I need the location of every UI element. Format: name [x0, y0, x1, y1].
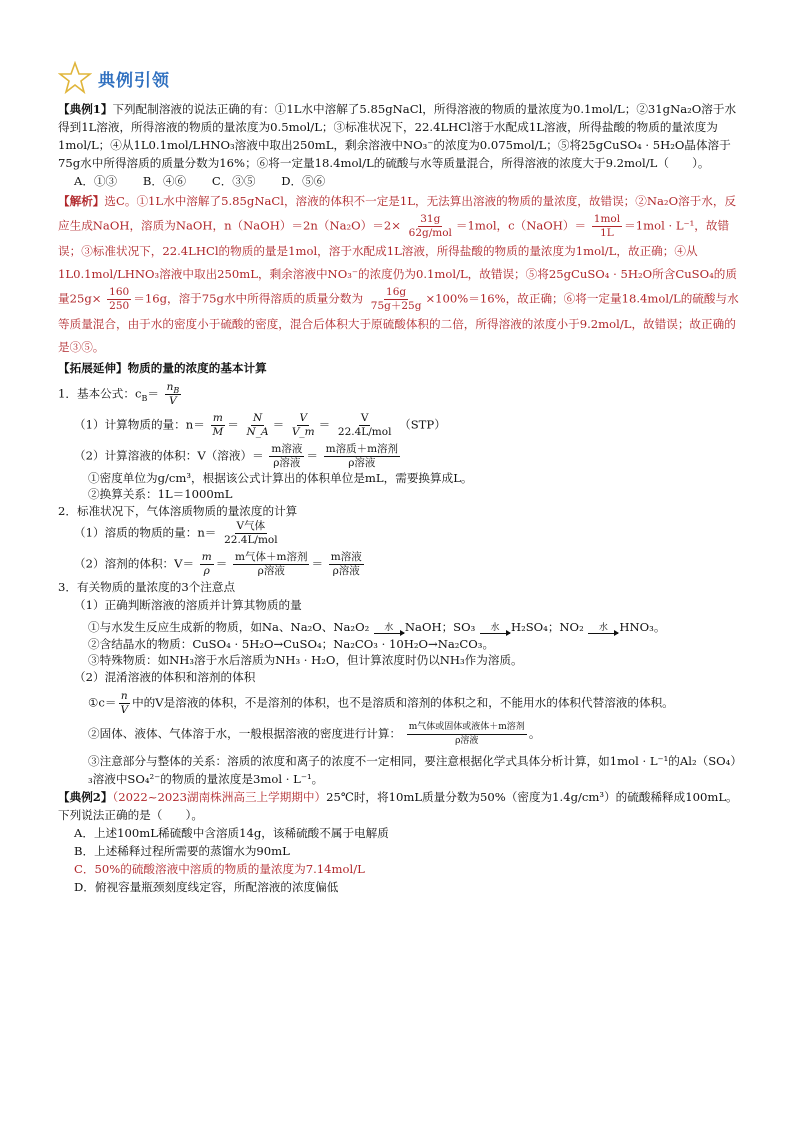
fraction	[118, 690, 130, 717]
fraction-den: ρ溶液	[257, 565, 285, 577]
period: 。	[528, 726, 541, 741]
fraction-num: N	[252, 412, 263, 424]
example-2	[58, 788, 746, 824]
fraction	[233, 551, 309, 578]
fraction	[210, 412, 225, 439]
fraction	[290, 412, 317, 439]
formula-moles: （1）计算物质的量：n＝ $\frac{m}{M}$ ＝ $\frac{N}{N\_A}$ ＝ $\frac{V}{V\_m}$ ＝ $\frac{V}{\text{22.4L/mol}}$ （STP）	[74, 412, 446, 438]
example-1-options	[58, 172, 746, 190]
fraction-num: V	[299, 412, 308, 424]
gas-moles	[58, 520, 746, 547]
fraction-den: V	[169, 395, 177, 407]
arrow-label: 水	[384, 622, 394, 633]
fraction-den: 250	[109, 300, 130, 312]
analysis-text-6: ×100%＝16%，故正确；⑥将一定量18.4mol/L的硫酸与水等质量混合，由于水的密度小于硫酸的密度，混合后体积大于原硫酸体积的二倍，所得溶液的浓度小于9.2mol/L，故错误；故正确的是③⑤。	[58, 291, 739, 354]
star-icon	[58, 61, 92, 95]
fraction-den: V_m	[291, 426, 315, 438]
formula-basic-text: 1．基本公式：c	[58, 386, 142, 401]
fraction-den: V	[120, 704, 129, 716]
section-header	[58, 60, 746, 96]
fraction-num: m溶液	[271, 443, 303, 455]
product-1: NaOH；SO₃	[404, 620, 476, 634]
example-2-label: 【典例2】	[58, 790, 113, 804]
arrow-label: 水	[598, 622, 608, 633]
gas-heading: 2．标准状况下，气体溶质物质的量浓度的计算	[58, 504, 298, 518]
section-title: 典例引领	[98, 70, 170, 91]
fraction	[269, 443, 304, 470]
note-volume-pre: ①c＝	[88, 695, 117, 710]
fraction-num: m气体＋m溶剂	[235, 551, 308, 563]
option-c: C．③⑤	[211, 174, 256, 188]
example-2-text: 25℃时，将10mL质量分数为50%（密度为1.4g/cm³）的硫酸稀释成100mL。下列说法正确的是（ ）。	[58, 790, 738, 822]
extension-heading	[58, 359, 746, 377]
example-1-label: 【典例1】	[58, 102, 113, 116]
stp-note: （STP）	[399, 417, 446, 432]
fraction-den: ρ	[203, 565, 210, 577]
note-reaction-text: ①与水发生反应生成新的物质，如Na、Na₂O、Na₂O₂	[88, 620, 370, 634]
example-2-source: （2022~2023湖南株洲高三上学期期中）	[112, 790, 327, 804]
note-special: ③特殊物质：如NH₃溶于水后溶质为NH₃ · H₂O，但计算浓度时仍以NH₃作为溶质。	[88, 653, 523, 667]
note-crystal-water: ②含结晶水的物质：CuSO₄ · 5H₂O→CuSO₄；Na₂CO₃ · 10H₂O→Na₂CO₃。	[88, 637, 495, 651]
formula-volume-text: （2）计算溶液的体积：V（溶液）＝	[74, 448, 264, 463]
fraction	[324, 443, 400, 470]
fraction-num: n	[120, 690, 128, 702]
analysis-text-2: ②Na₂O溶于水，反应生成NaOH，溶质为NaOH，n（NaOH）＝2n（Na₂O）＝2×	[58, 194, 737, 233]
formula-moles-text: （1）计算物质的量：n＝	[74, 417, 205, 432]
fraction-num: m溶质＋m溶剂	[325, 443, 399, 455]
fraction-num: 16g	[386, 286, 407, 298]
analysis-label: 【解析】	[58, 194, 105, 208]
fraction-den: 1L	[600, 227, 614, 239]
note-density: ①密度单位为g/cm³，根据该公式计算出的体积单位是mL，需要换算成L。	[88, 471, 473, 485]
note-part-whole: ③注意部分与整体的关系：溶质的浓度和离子的浓度不一定相同，要注意根据化学式具体分析计算，如1mol · L⁻¹的Al₂（SO₄）₃溶液中SO₄²⁻的物质的量浓度是3mol · L⁻¹。	[88, 754, 742, 786]
product-3: HNO₃。	[619, 620, 666, 634]
fraction-den: ρ溶液	[348, 457, 376, 469]
note-volume-text: 中的V是溶液的体积，不是溶剂的体积，也不是溶质和溶剂的体积之和，不能用水的体积代替溶液的体积。	[132, 695, 674, 710]
example-2-option-b: B．上述稀释过程所需要的蒸馏水为90mL	[74, 844, 290, 858]
analysis-text-5: ＝16g，溶于75g水中所得溶质的质量分数为	[133, 291, 364, 306]
fraction-num: m	[212, 412, 223, 424]
fraction-den: 22.4L/mol	[337, 426, 392, 438]
subscript: B	[141, 393, 148, 403]
fraction-num: n	[166, 381, 174, 393]
fraction-num: 31g	[420, 213, 441, 225]
fraction-den: 75g＋25g	[370, 300, 422, 312]
fraction	[407, 213, 454, 240]
notes-1-heading: （1）正确判断溶液的溶质并计算其物质的量	[74, 598, 302, 612]
extension-title: 物质的量的浓度的基本计算	[127, 361, 267, 375]
gas-volume: （2）溶剂的体积：V＝ $\frac{m}{\rho}$ ＝ $\frac{\text{m气体＋m溶剂}}{\text{ρ溶液}}$ ＝ $\frac{\text{m溶液}}{\text{ρ溶液}}$	[74, 551, 362, 577]
fraction	[369, 286, 424, 313]
example-2-option-a: A．上述100mL稀硫酸中含溶质14g，该稀硫酸不属于电解质	[74, 826, 389, 840]
example-1-text: 下列配制溶液的说法正确的有：①1L水中溶解了5.85gNaCl，所得溶液的物质的量浓度为0.1mol/L；②31gNa₂O溶于水得到1L溶液，所得溶液的物质的量浓度为0.5mol/L；③标准状况下，22.4LHCl溶于水配成1L溶液，所得盐酸的物质的量浓度为1mol/L；④从1L0.1mol/LHNO₃溶液中取出250mL，剩余溶液中NO₃⁻的浓度为0.075mol/L；⑤将25gCuSO₄ · 5H₂O晶体溶于75g水中所得溶质的质量分数为16%；⑥将一定量18.4mol/L的硫酸与水等质量混合，所得溶液的浓度大于9.2mol/L（ ）。	[58, 102, 737, 170]
example-2-option-c: C．50%的硫酸溶液中溶质的物质的量浓度为7.14mol/L	[74, 862, 365, 876]
note-conversion: ②换算关系：1L＝1000mL	[88, 487, 233, 501]
gas-moles-text: （1）溶质的物质的量：n＝	[74, 525, 217, 540]
fraction	[200, 551, 214, 578]
arrow-label: 水	[490, 622, 500, 633]
option-b: B．④⑥	[142, 174, 187, 188]
formula-basic: 1．基本公式：$c_B=$ $\frac{n_B}{V}$	[58, 381, 180, 407]
option-d: D．⑤⑥	[281, 174, 326, 188]
fraction-den: ρ溶液	[455, 736, 479, 746]
fraction-den: N_A	[246, 426, 269, 438]
reaction-arrow	[480, 623, 510, 634]
fraction-den: 62g/mol	[408, 227, 452, 239]
subscript: B	[173, 386, 180, 396]
reaction-arrow	[374, 623, 404, 634]
fraction	[222, 520, 280, 547]
fraction-num: 160	[109, 286, 130, 298]
fraction-num: m溶液	[330, 551, 362, 563]
note-density-calc	[58, 721, 746, 748]
fraction-den: M	[212, 426, 224, 438]
reaction-arrow	[588, 623, 618, 634]
analysis-text-1: 选C。①1L水中溶解了5.85gNaCl，溶液的体积不一定是1L，无法算出溶液的物质的量浓度，故错误；	[104, 194, 636, 208]
analysis-text-3: ＝1mol，c（NaOH）＝	[455, 218, 587, 233]
fraction-den: ρ溶液	[332, 565, 360, 577]
option-a: A．①③	[74, 174, 118, 188]
formula-volume: （2）计算溶液的体积：V（溶液）＝ $\frac{\text{m溶液}}{\text{ρ溶液}}$ ＝ $\frac{\text{m溶质＋m溶剂}}{\text{ρ溶液}}$	[74, 443, 399, 469]
fraction-den: 22.4L/mol	[224, 534, 278, 546]
analysis	[58, 190, 746, 359]
note-volume	[58, 690, 746, 717]
fraction-num: V气体	[236, 520, 266, 532]
fraction	[107, 286, 131, 313]
fraction	[592, 213, 622, 240]
fraction-num: V	[360, 412, 369, 424]
fraction	[336, 412, 394, 439]
extension-label: 【拓展延伸】	[58, 361, 128, 375]
fraction-num: 1mol	[593, 213, 621, 225]
notes-heading: 3．有关物质的量浓度的3个注意点	[58, 580, 236, 594]
example-2-option-d: D．俯视容量瓶颈刻度线定容，所配溶液的浓度偏低	[74, 880, 339, 894]
page	[58, 60, 746, 896]
fraction	[165, 381, 182, 408]
fraction-num: m气体或固体或液体＋m溶剂	[407, 721, 527, 735]
fraction-den: ρ溶液	[273, 457, 301, 469]
note-density-calc-text: ②固体、液体、气体溶于水，一般根据溶液的密度进行计算：	[88, 726, 402, 741]
note-reaction	[58, 618, 746, 636]
fraction	[329, 551, 364, 578]
fraction	[245, 412, 271, 439]
analysis-text-4: ＝1mol · L⁻¹，故错误；③标准状况下，22.4LHCl的物质的量是1mol，溶于水配成1L溶液，所得盐酸的物质的量浓度为1mol/L，故正确；④从1L0.1mol/LHNO₃溶液中取出250mL，剩余溶液中NO₃⁻的浓度仍为0.1mol/L，故错误；⑤将25gCuSO₄ · 5H₂O所含CuSO₄的质量25g×	[58, 218, 737, 306]
gas-volume-text: （2）溶剂的体积：V＝	[74, 556, 195, 571]
example-1	[58, 100, 746, 172]
product-2: H₂SO₄；NO₂	[510, 620, 584, 634]
notes-2-heading: （2）混淆溶液的体积和溶剂的体积	[74, 670, 256, 684]
fraction	[407, 721, 527, 748]
fraction-num: m	[201, 551, 212, 563]
